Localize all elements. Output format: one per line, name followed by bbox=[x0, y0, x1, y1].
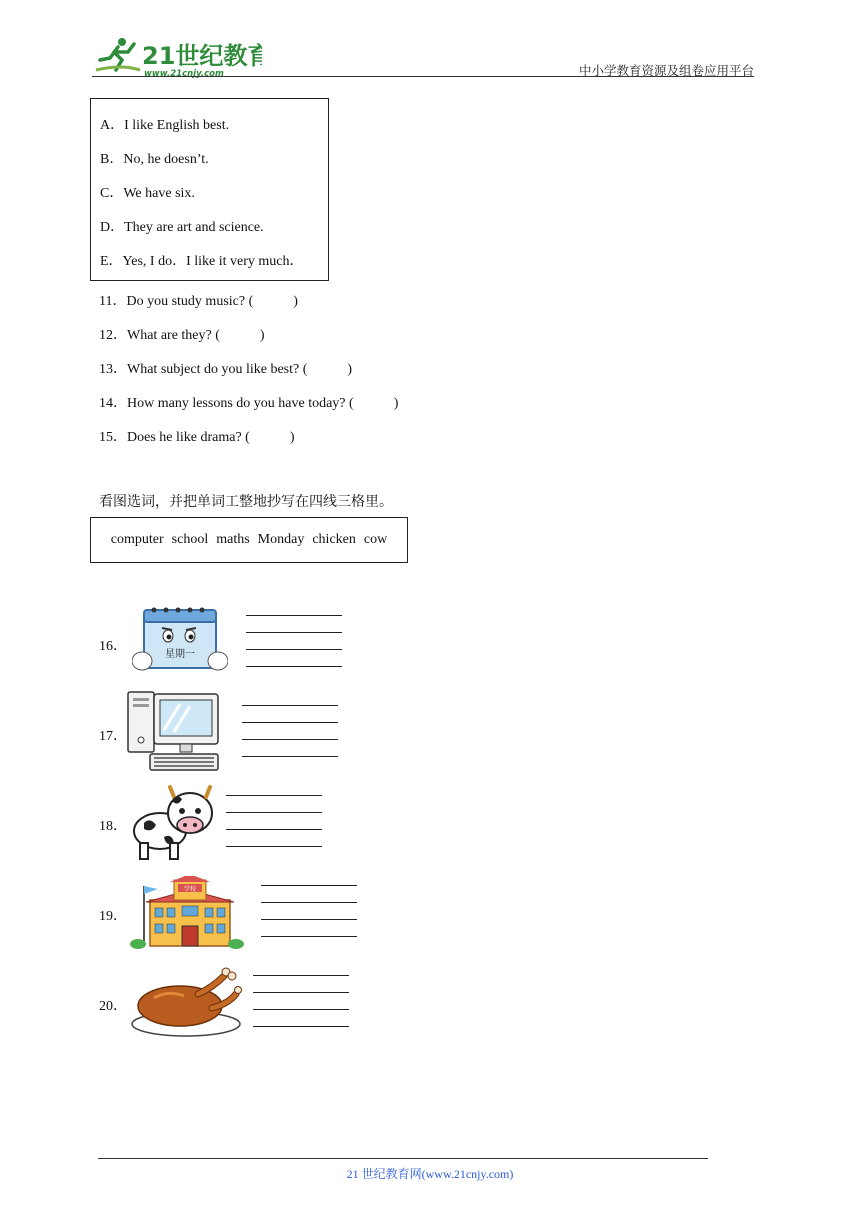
item-16-number: 16． bbox=[99, 639, 127, 654]
item-18-number: 18． bbox=[99, 819, 127, 834]
question-13: 13．What subject do you like best? ( ) bbox=[99, 362, 353, 377]
word-bank-item: Monday bbox=[257, 532, 305, 547]
site-logo bbox=[92, 34, 262, 80]
computer-icon bbox=[124, 690, 224, 779]
svg-text:21世纪教育: 21世纪教育 bbox=[142, 42, 262, 70]
word-bank-item: computer bbox=[110, 532, 164, 547]
word-bank-item: maths bbox=[216, 532, 250, 547]
cow-icon bbox=[130, 783, 218, 868]
question-11: 11．Do you study music? ( ) bbox=[99, 294, 298, 309]
word-bank-item: school bbox=[171, 532, 209, 547]
svg-text:学校: 学校 bbox=[183, 886, 197, 893]
header-divider bbox=[92, 76, 754, 77]
word-bank-item: chicken bbox=[312, 532, 356, 547]
svg-text:www.21cnjy.com: www.21cnjy.com bbox=[144, 69, 224, 79]
school-icon bbox=[130, 876, 244, 955]
answer-options-box bbox=[90, 98, 329, 281]
word-bank-item: cow bbox=[363, 532, 388, 547]
question-14: 14．How many lessons do you have today? ( ) bbox=[99, 396, 399, 411]
option-e: E．Yes, I do．I like it very much． bbox=[100, 254, 304, 269]
option-a: A．I like English best. bbox=[100, 118, 230, 133]
option-b: B．No, he doesn’t. bbox=[100, 152, 209, 167]
item-17-number: 17． bbox=[99, 729, 127, 744]
roast-chicken-icon bbox=[128, 964, 244, 1045]
option-c: C．We have six. bbox=[100, 186, 195, 201]
header-platform-text: 中小学教育资源及组卷应用平台 bbox=[578, 64, 754, 78]
section-instruction: 看图选词，并把单词工整地抄写在四线三格里。 bbox=[99, 494, 393, 510]
question-15: 15．Does he like drama? ( ) bbox=[99, 430, 295, 445]
svg-text:星期一: 星期一 bbox=[165, 649, 195, 660]
item-20-number: 20． bbox=[99, 999, 127, 1014]
calendar-monday-icon bbox=[132, 606, 228, 681]
option-d: D．They are art and science. bbox=[100, 220, 264, 235]
word-bank-box bbox=[90, 517, 408, 563]
question-12: 12．What are they? ( ) bbox=[99, 328, 265, 343]
footer-site-link[interactable]: 21 世纪教育网(www.21cnjy.com) bbox=[346, 1167, 514, 1181]
footer-divider bbox=[98, 1158, 708, 1159]
item-19-number: 19． bbox=[99, 909, 127, 924]
